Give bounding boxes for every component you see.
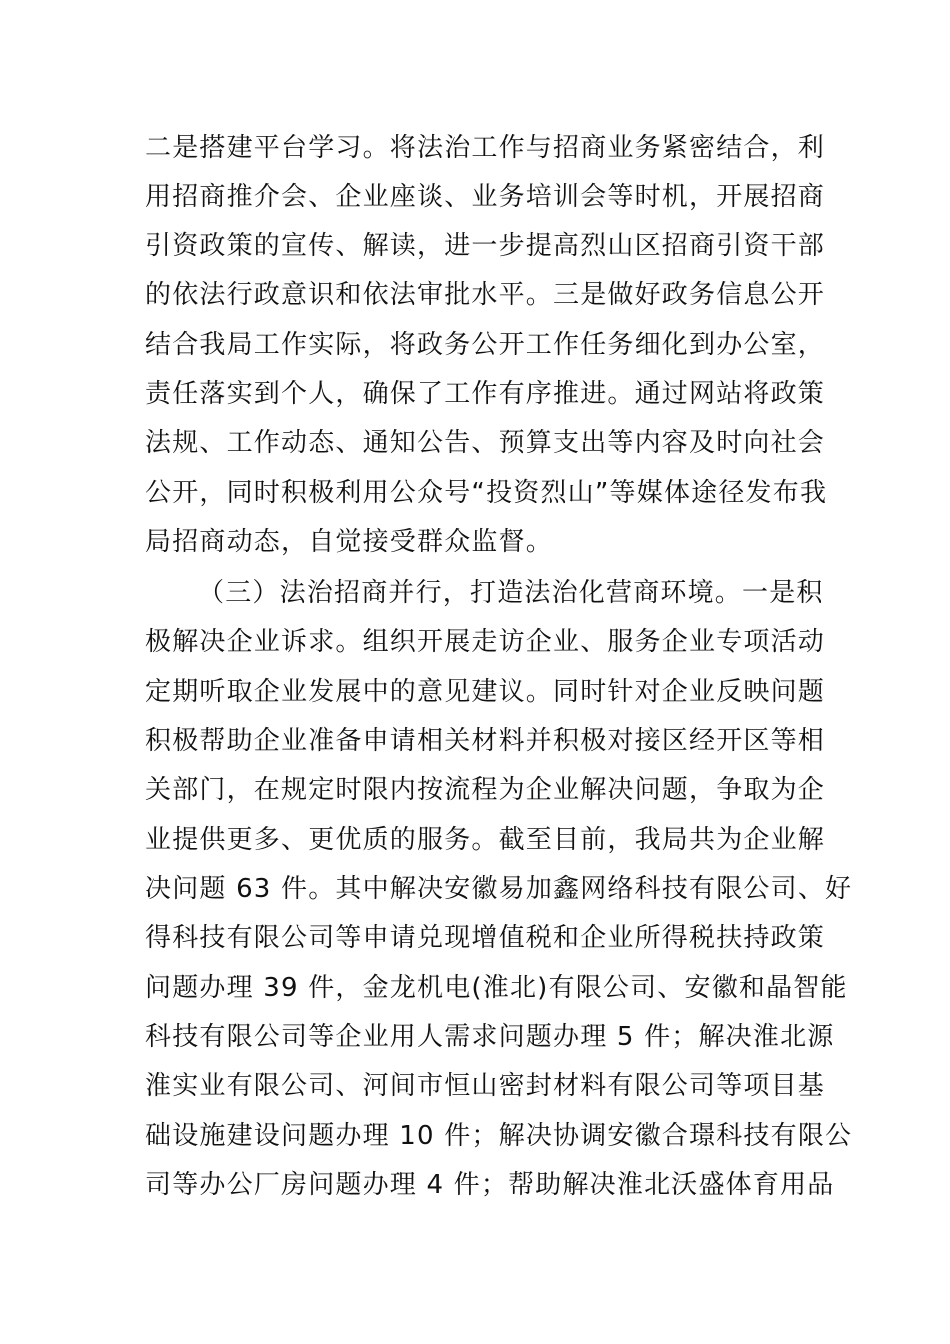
- section-heading-line: （三）法治招商并行，打造法治化营商环境。一是积: [198, 578, 824, 608]
- body-text-line: 淮实业有限公司、河间市恒山密封材料有限公司等项目基: [145, 1071, 826, 1101]
- body-text-line: 公开，同时积极利用公众号“投资烈山”等媒体途径发布我: [145, 478, 828, 508]
- body-text-line: 司等办公厂房问题办理 4 件；帮助解决淮北沃盛体育用品: [145, 1170, 835, 1200]
- body-text-line: 局招商动态，自觉接受群众监督。: [145, 527, 554, 557]
- body-text-line: 法规、工作动态、通知公告、预算支出等内容及时向社会: [145, 428, 826, 458]
- body-text-line: 科技有限公司等企业用人需求问题办理 5 件；解决淮北源: [145, 1022, 835, 1052]
- body-text-line: 引资政策的宣传、解读，进一步提高烈山区招商引资干部: [145, 231, 826, 261]
- body-text-line: 二是搭建平台学习。将法治工作与招商业务紧密结合，利: [145, 133, 826, 163]
- body-text-line: 决问题 63 件。其中解决安徽易加鑫网络科技有限公司、好: [145, 874, 853, 904]
- body-text-line: 定期听取企业发展中的意见建议。同时针对企业反映问题: [145, 677, 826, 707]
- body-text-line: 关部门，在规定时限内按流程为企业解决问题，争取为企: [145, 775, 826, 805]
- body-text-line: 积极帮助企业准备申请相关材料并积极对接区经开区等相: [145, 726, 826, 756]
- body-text-line: 极解决企业诉求。组织开展走访企业、服务企业专项活动: [145, 627, 826, 657]
- body-text-line: 础设施建设问题办理 10 件；解决协调安徽合璟科技有限公: [145, 1121, 853, 1151]
- body-text-line: 得科技有限公司等申请兑现增值税和企业所得税扶持政策: [145, 923, 826, 953]
- body-text-line: 用招商推介会、企业座谈、业务培训会等时机，开展招商: [145, 182, 826, 212]
- body-text-line: 的依法行政意识和依法审批水平。三是做好政务信息公开: [145, 280, 826, 310]
- body-text-line: 问题办理 39 件，金龙机电(淮北)有限公司、安徽和晶智能: [145, 973, 848, 1003]
- body-text-line: 责任落实到个人，确保了工作有序推进。通过网站将政策: [145, 379, 826, 409]
- body-text-line: 业提供更多、更优质的服务。截至目前，我局共为企业解: [145, 825, 826, 855]
- body-text-line: 结合我局工作实际，将政务公开工作任务细化到办公室，: [145, 330, 826, 360]
